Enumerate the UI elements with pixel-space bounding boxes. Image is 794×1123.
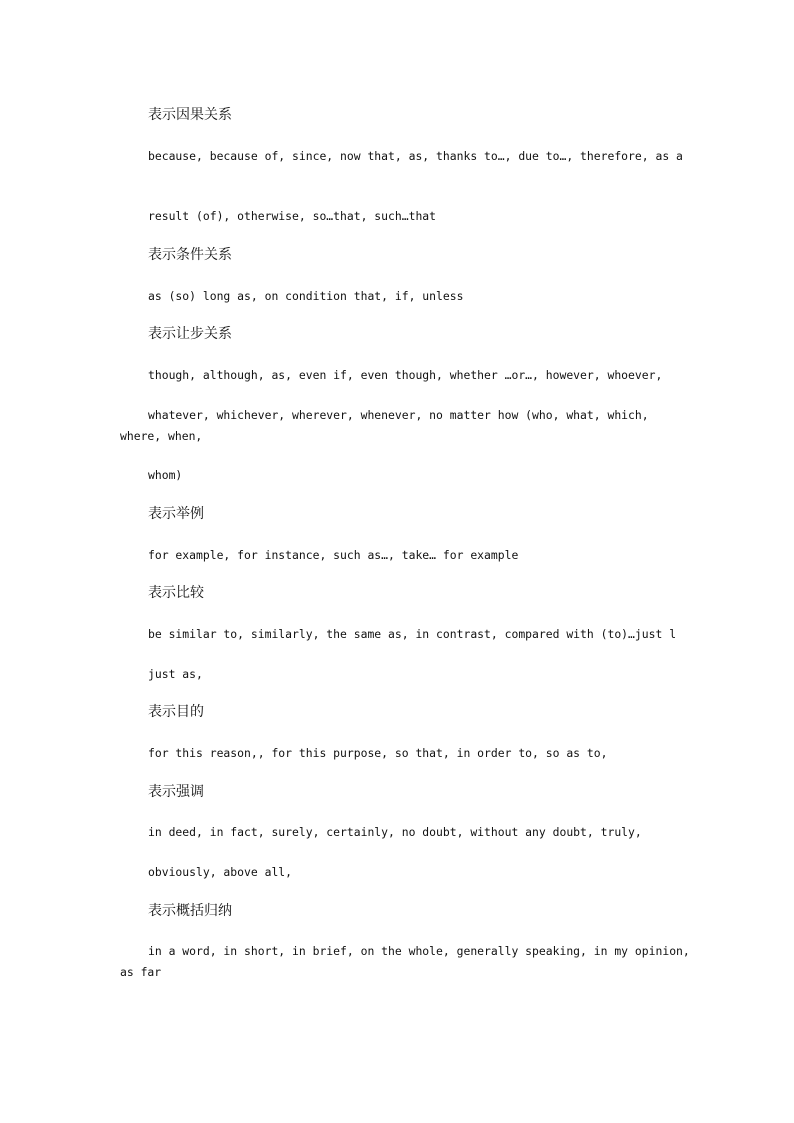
section-heading-purpose: 表示目的 bbox=[148, 704, 204, 720]
paragraph-condition-1: as (so) long as, on condition that, if, unless bbox=[148, 289, 464, 303]
paragraph-comparison-1: be similar to, similarly, the same as, in contrast, compared with (to)…just l bbox=[148, 627, 677, 641]
paragraph-comparison-2: just as, bbox=[148, 667, 203, 681]
paragraph-emphasis-2: obviously, above all, bbox=[148, 865, 293, 879]
section-heading-example: 表示举例 bbox=[148, 506, 204, 522]
section-heading-emphasis: 表示强调 bbox=[148, 784, 204, 800]
paragraph-concession-3: whom) bbox=[148, 468, 183, 482]
paragraph-cause-1: because, because of, since, now that, as, thanks to…, due to…, therefore, as a bbox=[148, 149, 683, 163]
paragraph-emphasis-1: in deed, in fact, surely, certainly, no doubt, without any doubt, truly, bbox=[148, 825, 642, 839]
paragraph-concession-1: though, although, as, even if, even though, whether …or…, however, whoever, bbox=[148, 368, 663, 382]
section-heading-summary: 表示概括归纳 bbox=[148, 903, 232, 919]
section-heading-comparison: 表示比较 bbox=[148, 585, 204, 601]
paragraph-concession-2: whatever, whichever, wherever, whenever, no matter how (who, what, which, where, when, bbox=[120, 408, 656, 443]
section-heading-concession: 表示让步关系 bbox=[148, 326, 232, 342]
paragraph-cause-2: result (of), otherwise, so…that, such…that bbox=[148, 209, 437, 223]
paragraph-example-1: for example, for instance, such as…, take… for example bbox=[148, 548, 519, 562]
paragraph-purpose-1: for this reason,, for this purpose, so that, in order to, so as to, bbox=[148, 746, 608, 760]
paragraph-summary-1: in a word, in short, in brief, on the whole, generally speaking, in my opinion, as far bbox=[120, 944, 697, 979]
section-heading-cause: 表示因果关系 bbox=[148, 107, 232, 123]
section-heading-condition: 表示条件关系 bbox=[148, 247, 232, 263]
